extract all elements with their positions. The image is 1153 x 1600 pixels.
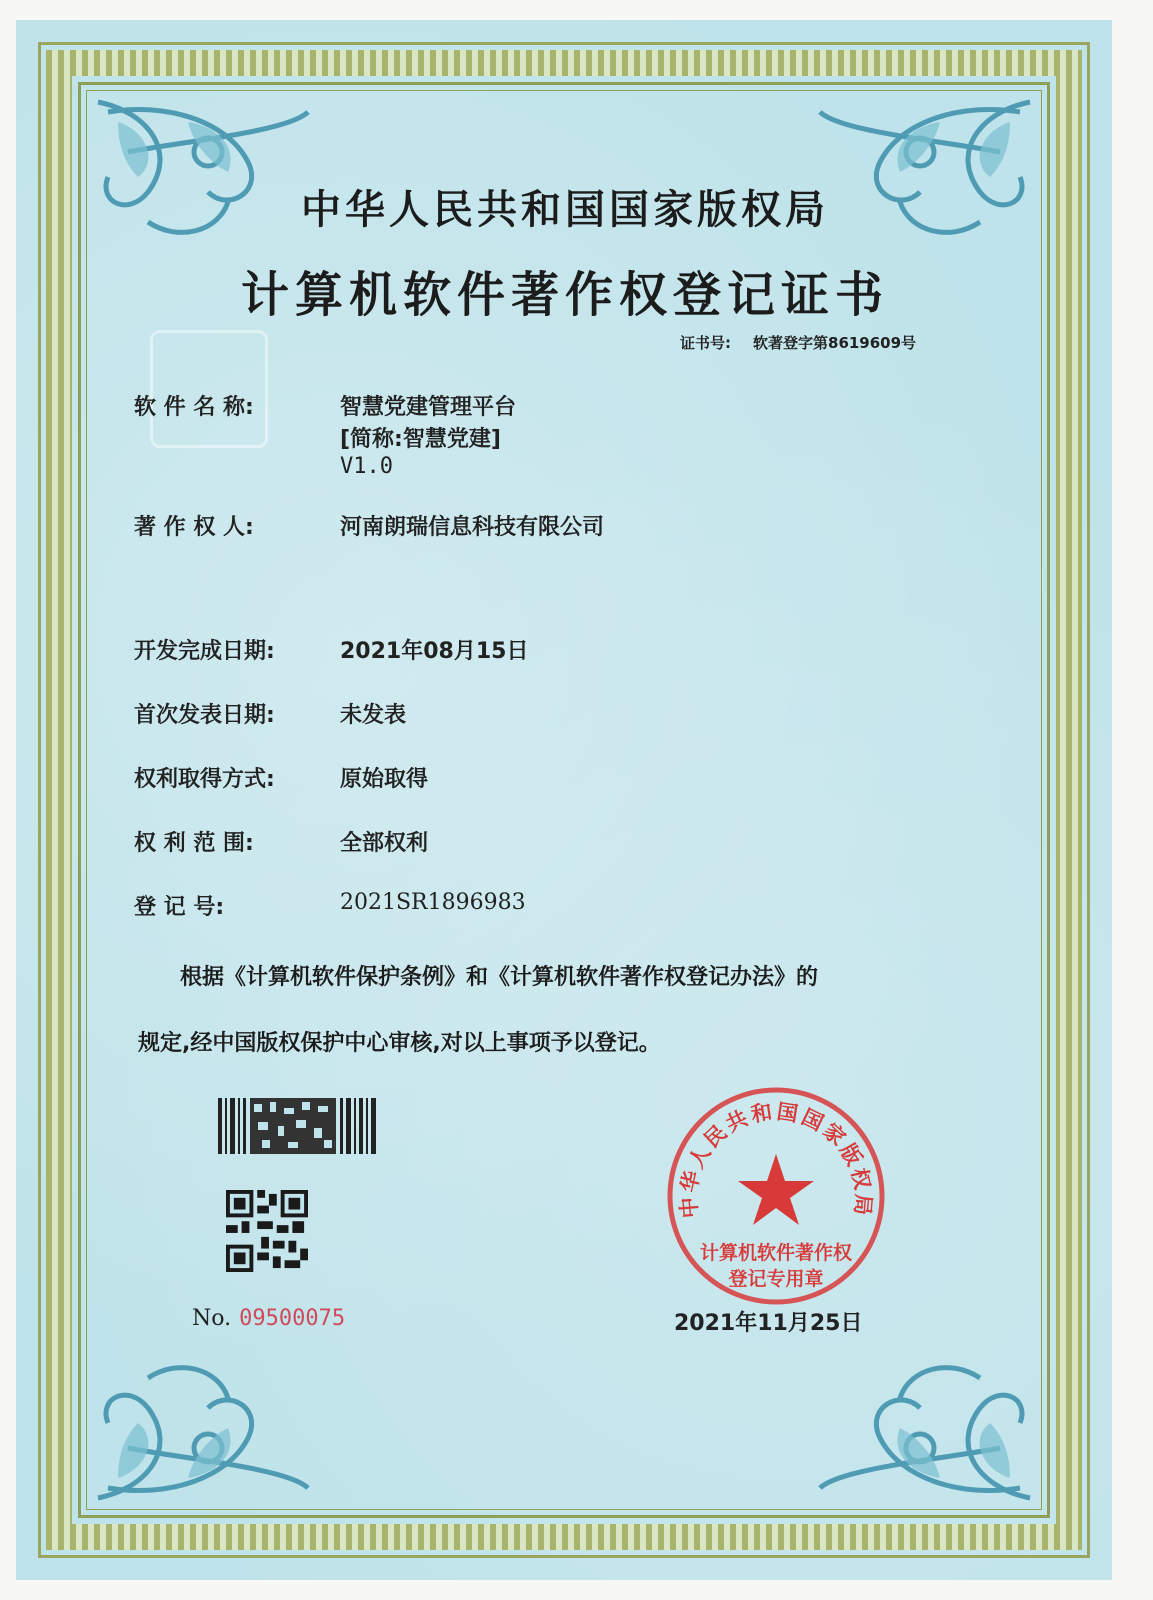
qr-code-icon: [226, 1190, 308, 1272]
serial-number: [192, 1306, 345, 1331]
watermark-logo-icon: [150, 330, 268, 448]
scope-label: 权 利 范 围:: [134, 831, 254, 856]
owner-value: 河南朗瑞信息科技有限公司: [340, 515, 605, 540]
authority-title: 中华人民共和国国家版权局: [301, 187, 829, 233]
serial-value: 09500075: [239, 1306, 346, 1331]
statement-line-2: 规定,经中国版权保护中心审核,对以上事项予以登记。: [138, 1031, 661, 1056]
certificate-number-value: 软著登字第8619609号: [753, 334, 917, 352]
reg-no-value: 2021SR1896983: [340, 890, 526, 915]
issue-date: 2021年11月25日: [674, 1311, 863, 1336]
first-pub-label: 首次发表日期:: [134, 703, 275, 728]
statement-line-1: 根据《计算机软件保护条例》和《计算机软件著作权登记办法》的: [180, 965, 819, 990]
owner-label: 著 作 权 人:: [134, 515, 254, 540]
reg-no-label: 登 记 号:: [134, 895, 225, 920]
barcode-icon: [218, 1098, 378, 1154]
dev-date-label: 开发完成日期:: [134, 639, 275, 664]
certificate-number: [680, 332, 916, 353]
first-pub-value: 未发表: [340, 703, 407, 728]
corner-ornament-icon: [810, 1318, 1040, 1508]
software-version-value: V1.0: [340, 454, 393, 479]
seal-line-1: 计算机软件著作权: [699, 1242, 852, 1264]
acquire-label: 权利取得方式:: [134, 767, 275, 792]
serial-label: No.: [192, 1306, 232, 1331]
certificate: [16, 20, 1112, 1580]
certificate-number-label: 证书号:: [680, 334, 731, 352]
software-name-label: 软 件 名 称:: [134, 395, 254, 420]
seal-line-2: 登记专用章: [728, 1268, 824, 1290]
software-short-value: [简称:智慧党建]: [340, 427, 501, 452]
acquire-value: 原始取得: [340, 767, 429, 792]
certificate-title: 计算机软件著作权登记证书: [240, 267, 889, 323]
corner-ornament-icon: [88, 1318, 318, 1508]
software-name-value: 智慧党建管理平台: [340, 395, 517, 420]
scope-value: 全部权利: [340, 831, 429, 856]
dev-date-value: 2021年08月15日: [340, 639, 529, 664]
seal-ring-text: 中华人民共和国国家版权局: [676, 1099, 876, 1220]
